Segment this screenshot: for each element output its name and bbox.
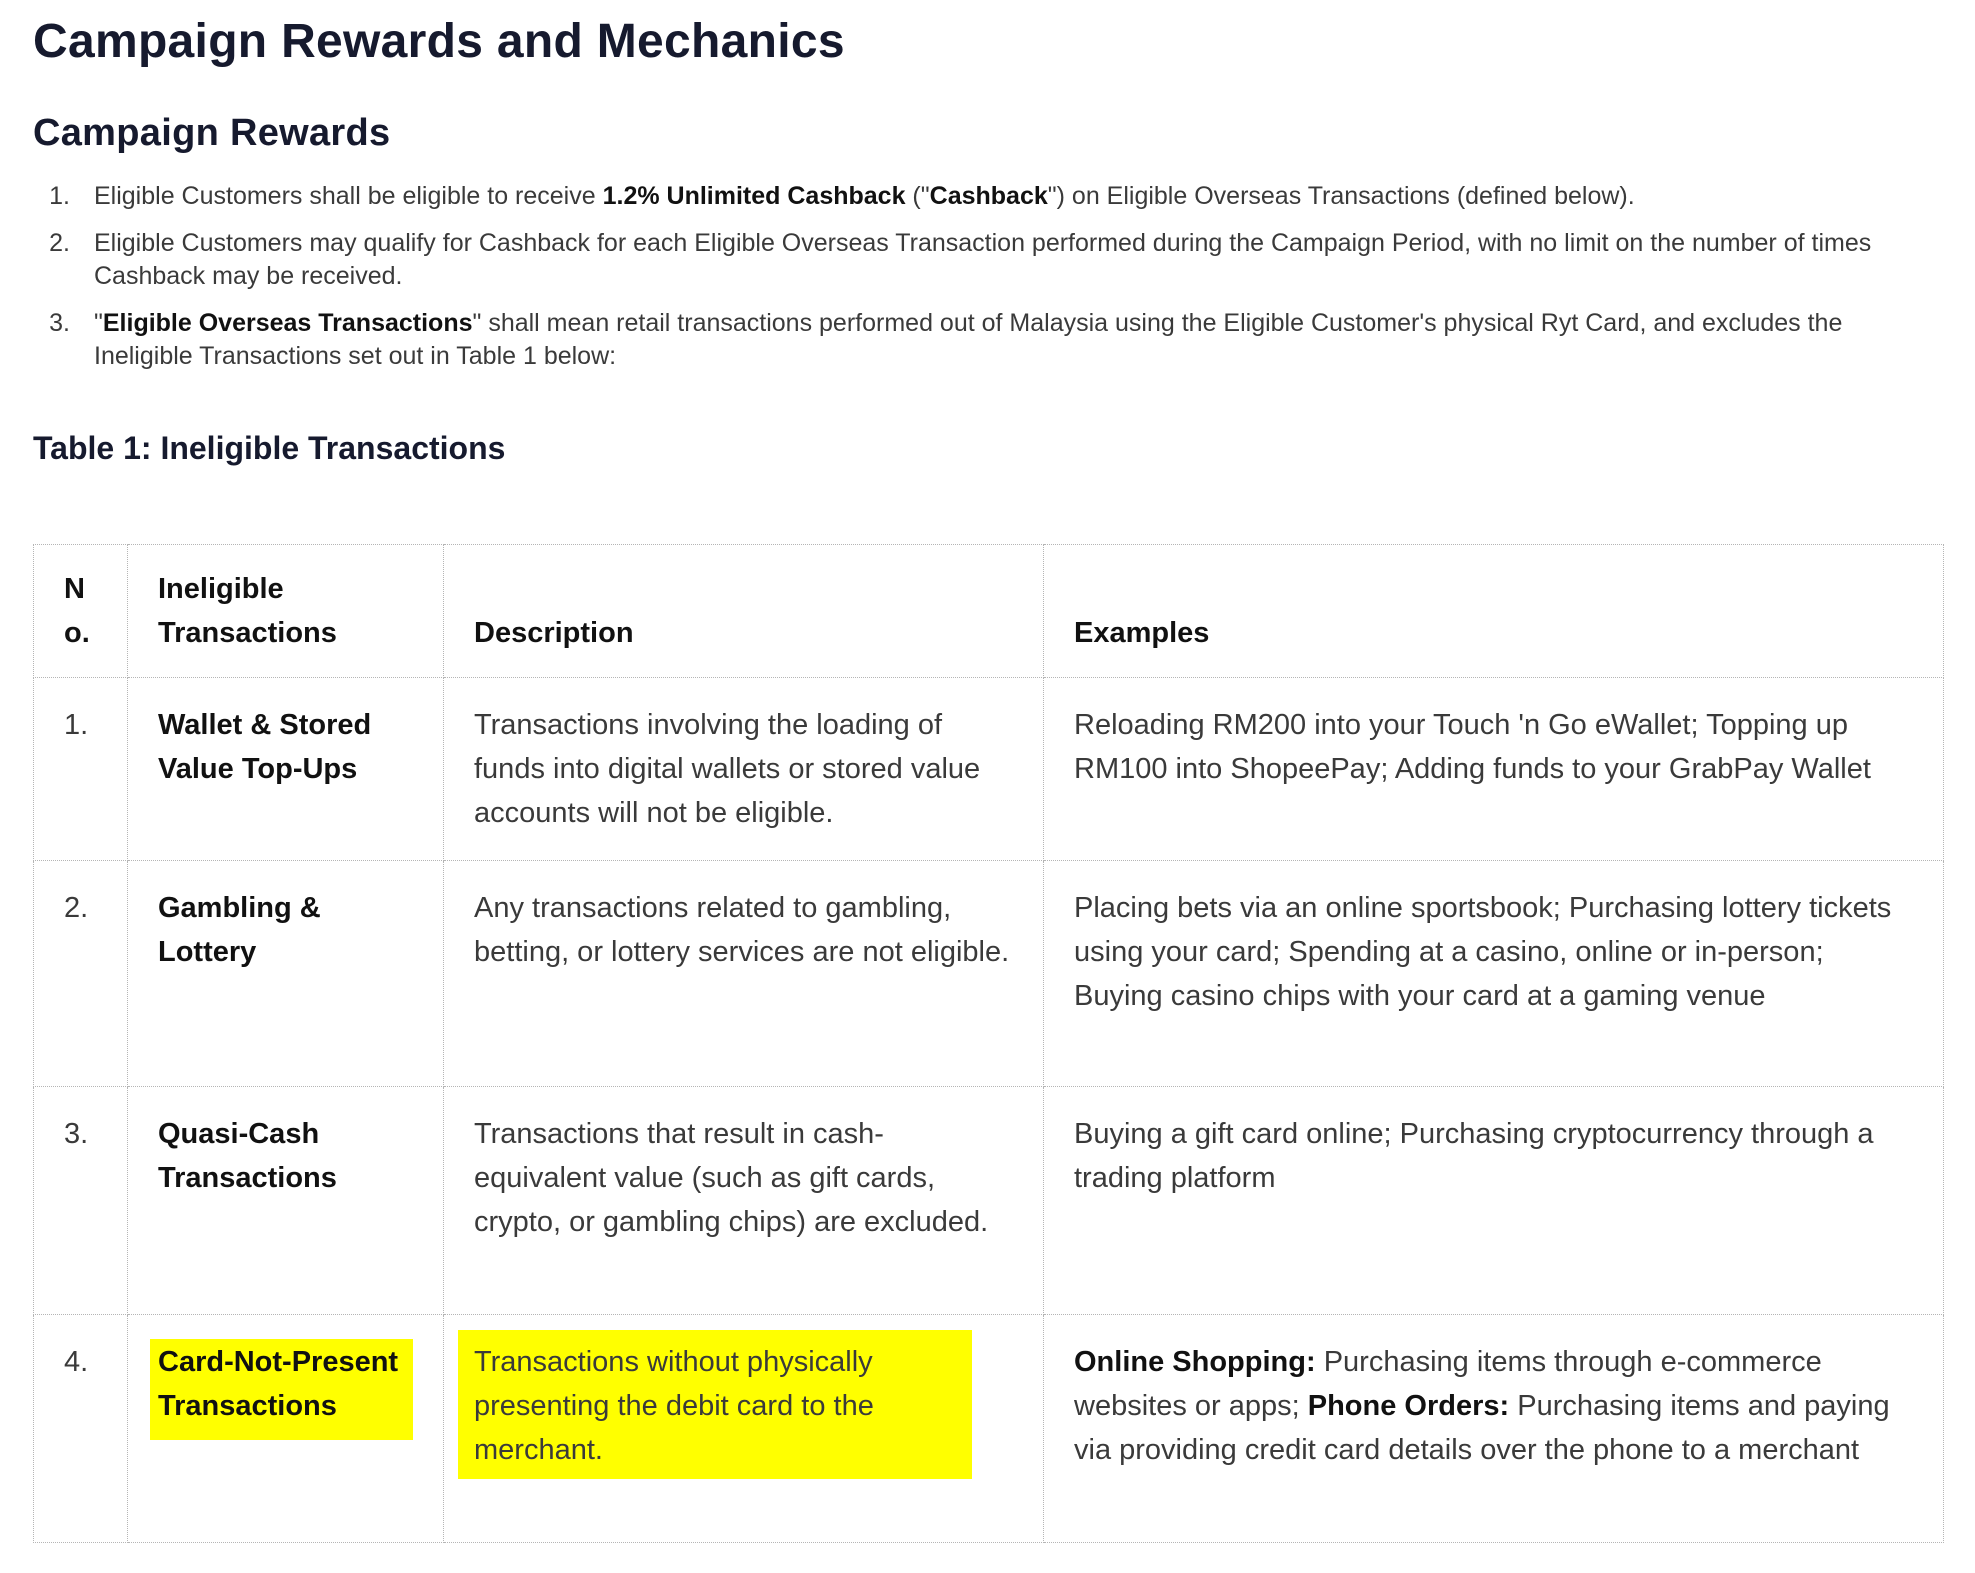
table-header-row xyxy=(34,545,1944,678)
cell-description: Transactions that result in cash-equivalent value (such as gift cards, crypto, or gambling chips) are excluded. xyxy=(444,1087,1044,1315)
text-segment: Purchasing items through e-commerce websites or apps; xyxy=(1074,1346,1822,1422)
highlighted-description: Transactions without physically presenting the debit card to the merchant. xyxy=(458,1330,972,1479)
list-item-number: 1. xyxy=(49,182,70,210)
header-ineligible-transactions: Ineligible Transactions xyxy=(128,545,444,678)
text-segment: " shall mean retail transactions performed out of Malaysia using the Eligible Customer's physical Ryt Card, and excludes the Ineligible Transactions set out in Table 1 below: xyxy=(94,309,1843,370)
bold-text-segment: 1.2% Unlimited Cashback xyxy=(602,182,906,210)
cell-examples: Buying a gift card online; Purchasing cryptocurrency through a trading platform xyxy=(1044,1087,1944,1315)
section-heading-campaign-rewards: Campaign Rewards xyxy=(33,112,391,154)
page-title: Campaign Rewards and Mechanics xyxy=(33,15,845,68)
bold-text-segment: Phone Orders: xyxy=(1307,1390,1510,1422)
cell-transaction-type: Gambling & Lottery xyxy=(128,861,444,1087)
header-no: No. xyxy=(34,545,128,678)
text-segment: ") on Eligible Overseas Transactions (defined below). xyxy=(1047,182,1635,210)
rewards-list xyxy=(33,180,1908,387)
cell-examples xyxy=(1044,1315,1944,1543)
list-item-text xyxy=(94,227,1908,293)
cell-examples: Reloading RM200 into your Touch 'n Go eWallet; Topping up RM100 into ShopeePay; Adding funds to your GrabPay Wallet xyxy=(1044,678,1944,861)
cell-transaction-type: Wallet & Stored Value Top-Ups xyxy=(128,678,444,861)
cell-no: 3. xyxy=(34,1087,128,1315)
table-row xyxy=(34,861,1944,1087)
list-item xyxy=(33,180,1908,213)
text-segment: " xyxy=(94,309,103,337)
text-segment: Eligible Customers may qualify for Cashback for each Eligible Overseas Transaction performed during the Campaign Period, with no limit on the number of times Cashback may be received. xyxy=(94,229,1872,290)
table-row xyxy=(34,678,1944,861)
table-row xyxy=(34,1087,1944,1315)
cell-description: Transactions involving the loading of funds into digital wallets or stored value accounts will not be eligible. xyxy=(444,678,1044,861)
list-item-number: 2. xyxy=(49,229,70,257)
cell-transaction-type: Quasi-Cash Transactions xyxy=(128,1087,444,1315)
table-row xyxy=(34,1315,1944,1543)
text-segment: Eligible Customers shall be eligible to receive xyxy=(94,182,603,210)
list-item xyxy=(33,307,1908,373)
bold-text-segment: Online Shopping: xyxy=(1074,1346,1316,1378)
text-segment: Purchasing items and paying via providing credit card details over the phone to a merchant xyxy=(1074,1390,1890,1466)
bold-text-segment: Eligible Overseas Transactions xyxy=(102,309,473,337)
highlighted-transaction-type: Card-Not-Present Transactions xyxy=(150,1339,413,1440)
cell-no: 1. xyxy=(34,678,128,861)
cell-no: 4. xyxy=(34,1315,128,1543)
list-item xyxy=(33,227,1908,293)
header-description: Description xyxy=(444,545,1044,678)
cell-description xyxy=(444,1315,1044,1543)
cell-no: 2. xyxy=(34,861,128,1087)
cell-examples: Placing bets via an online sportsbook; Purchasing lottery tickets using your card; Spending at a casino, online or in-person; Buying casino chips with your card at a gaming venue xyxy=(1044,861,1944,1087)
ineligible-transactions-table xyxy=(33,544,1944,1543)
table-caption: Table 1: Ineligible Transactions xyxy=(33,430,506,466)
text-segment: (" xyxy=(905,182,930,210)
cell-description: Any transactions related to gambling, betting, or lottery services are not eligible. xyxy=(444,861,1044,1087)
bold-text-segment: Cashback xyxy=(929,182,1048,210)
list-item-text xyxy=(94,307,1908,373)
header-examples: Examples xyxy=(1044,545,1944,678)
list-item-text xyxy=(94,180,1908,213)
cell-transaction-type xyxy=(128,1315,444,1543)
list-item-number: 3. xyxy=(49,309,70,337)
